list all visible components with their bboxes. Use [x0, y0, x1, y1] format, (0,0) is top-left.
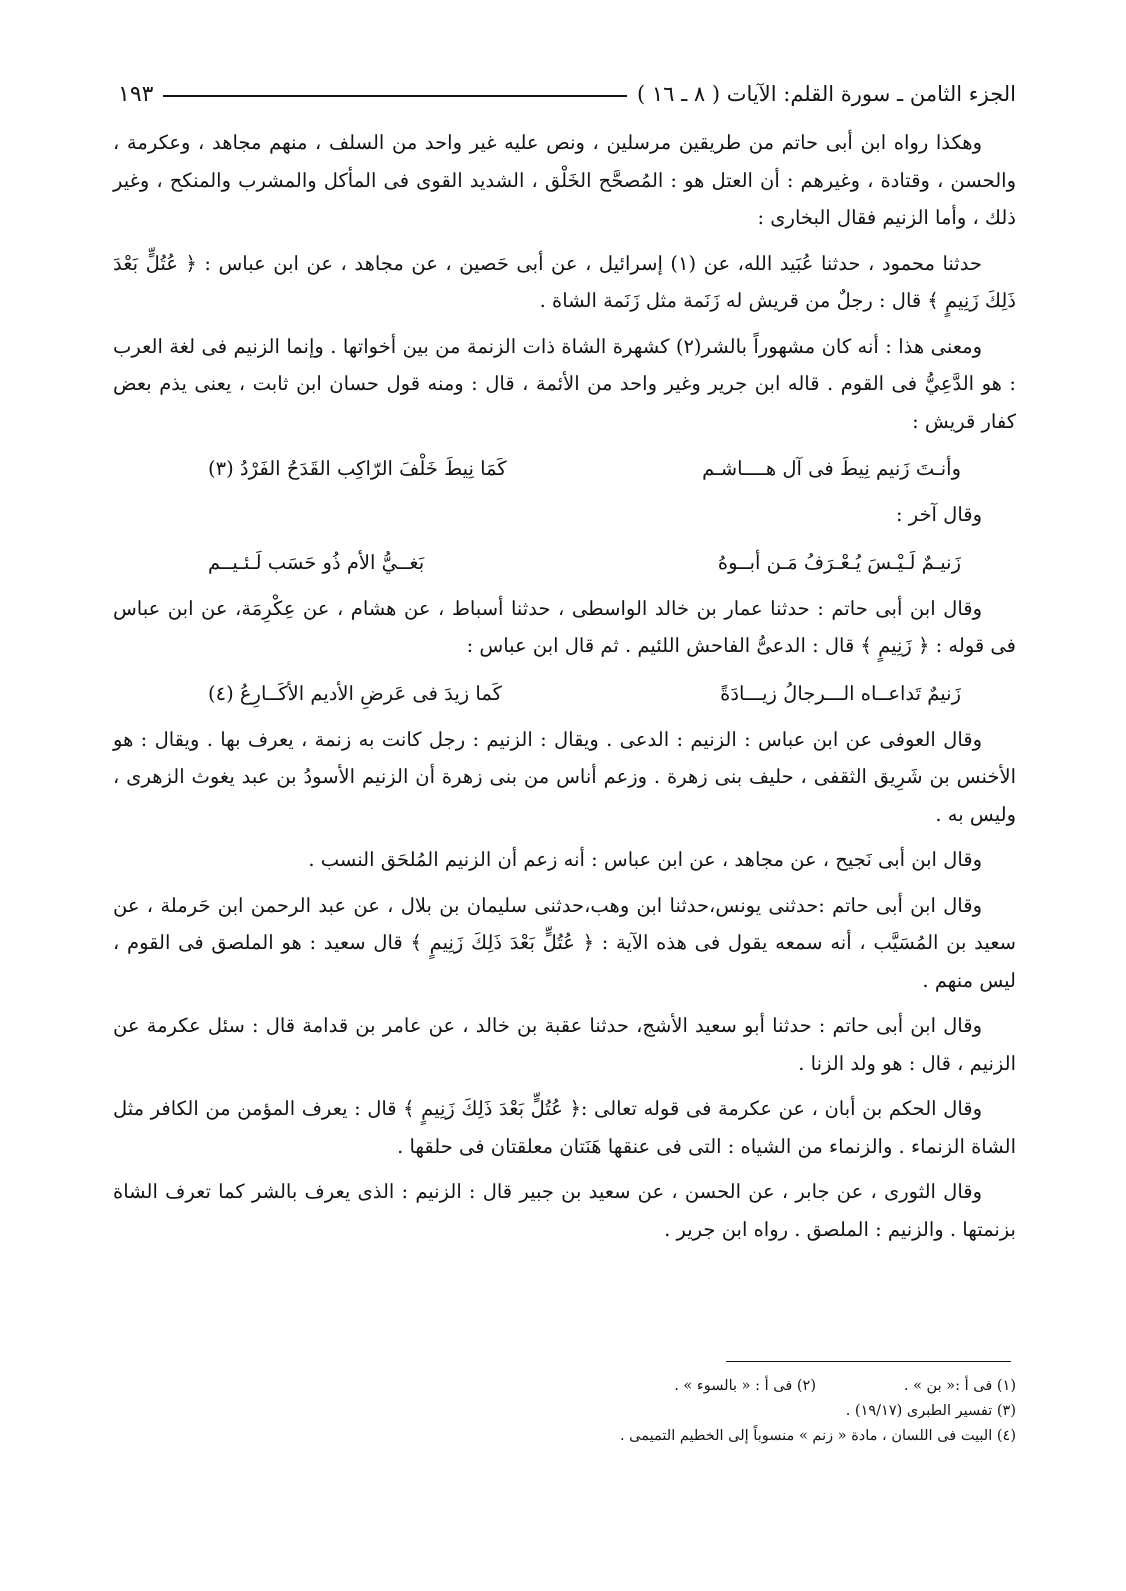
footnote: (٢) فى أ : « بالسوء » . [674, 1378, 816, 1394]
main-text [113, 124, 1016, 1256]
footnote: (٤) البيت فى اللسان ، مادة « زنم » منسوباً إلى الخطيم التميمى . [619, 1428, 1016, 1444]
paragraph: وقال الحكم بن أبان ، عن عكرمة فى قوله تعالى :﴿ عُتُلٍّ بَعْدَ ذَلِكَ زَنِيمٍ ﴾ قال : يعرف المؤمن من الكافر مثل الشاة الزنماء . والزنماء من الشياه : التى فى عنقها هَنَتان معلقتان فى حلقها . [113, 1097, 1016, 1158]
footnote-row [113, 1399, 1016, 1424]
verse-hemistich: زَنيـمٌ لَـيْـسَ يُـعْـرَفُ مَـن أبــوهُ [717, 550, 961, 574]
paragraph: وقال ابن أبى نَجيح ، عن مجاهد ، عن ابن عباس : أنه زعم أن الزنيم المُلحَق النسب . [308, 848, 982, 871]
footnote-separator [726, 1361, 1011, 1362]
verse-hemistich: وأنـتَ زَنيم نِيطَ فى آل هــــاشـم [702, 457, 961, 480]
paragraph: وهكذا رواه ابن أبى حاتم من طريقين مرسلين ، ونص عليه غير واحد من السلف ، منهم مجاهد ، وعكرمة ، والحسن ، وقتادة ، وغيرهم : أن العتل هو : المُصحَّح الخَلْق ، الشديد القوى فى المأكل والمشرب والمنكح ، وغير ذلك ، وأما الزنيم فقال البخارى : [113, 131, 1016, 229]
header-rule [163, 95, 627, 97]
footnote-row [113, 1424, 1016, 1449]
verse-hemistich: كَمَا نِيطَ خَلْفَ الرّاكِب القَدَحُ الفَرْدُ (٣) [208, 457, 507, 480]
footnote: (٣) تفسير الطبرى (١٩/١٧) . [845, 1403, 1016, 1419]
poem-verse [208, 542, 961, 584]
running-title: الجزء الثامن ـ سورة القلم: الآيات ( ٨ ـ ١٦ ) [636, 82, 1016, 106]
verse-hemistich: بَغــيُّ الأم ذُو حَسَب لَـئـيــم [208, 550, 425, 574]
verse-hemistich: كَما زيدَ فى عَرضِ الأديم الأكَــارِعُ (٤) [208, 681, 502, 705]
footnotes [113, 1374, 1016, 1449]
paragraph: وقال الثورى ، عن جابر ، عن الحسن ، عن سعيد بن جبير قال : الزنيم : الذى يعرف بالشر كما تعرف الشاة بزنمتها . والزنيم : الملصق . رواه ابن جرير . [113, 1180, 1016, 1241]
paragraph: وقال ابن أبى حاتم :حدثنى يونس،حدثنا ابن وهب،حدثنى سليمان بن بلال ، عن عبد الرحمن ابن حَرملة ، عن سعيد بن المُسَيَّب ، أنه سمعه يقول فى هذه الآية : ﴿ عُتُلٍّ بَعْدَ ذَلِكَ زَنِيمٍ ﴾ قال سعيد : هو الملصق فى القوم ، ليس منهم . [113, 893, 1016, 992]
poem-verse [208, 448, 961, 490]
paragraph: ومعنى هذا : أنه كان مشهوراً بالشر(٢) كشهرة الشاة ذات الزنمة من بين أخواتها . وإنما الزنيم فى لغة العرب : هو الدَّعِيُّ فى القوم . قاله ابن جرير وغير واحد من الأئمة ، قال : ومنه قول حسان ابن ثابت ، يعنى يذم بعض كفار قريش : [113, 334, 1016, 433]
footnote-row [113, 1374, 1016, 1399]
verse-hemistich: زَنيمٌ تَداعــاه الـــرجالُ زيـــادَةً [720, 681, 961, 705]
footnote: (١) فى أ :« بن » . [903, 1378, 1016, 1394]
page-header [118, 76, 1016, 112]
poem-verse [208, 673, 961, 715]
paragraph: وقال آخر : [895, 503, 982, 526]
paragraph: حدثنا محمود ، حدثنا عُبَيد الله، عن (١) إسرائيل ، عن أبى حَصين ، عن مجاهد ، عن ابن عباس : ﴿ عُتُلٍّ بَعْدَ ذَلِكَ زَنِيمٍ ﴾ قال : رجلٌ من قريش له زَنَمة مثل زَنَمة الشاة . [113, 251, 1016, 312]
paragraph: وقال ابن أبى حاتم : حدثنا عمار بن خالد الواسطى ، حدثنا أسباط ، عن هشام ، عن عِكْرِمَة، عن ابن عباس فى قوله : ﴿ زَنِيمٍ ﴾ قال : الدعىُّ الفاحش اللئيم . ثم قال ابن عباس : [113, 596, 1016, 657]
paragraph: وقال العوفى عن ابن عباس : الزنيم : الدعى . ويقال : الزنيم : رجل كانت به زنمة ، يعرف بها . ويقال : هو الأخنس بن شَرِيق الثقفى ، حليف بنى زهرة . وزعم أناس من بنى زهرة أن الزنيم الأسودُ بن عبد يغوث الزهرى ، وليس به . [113, 727, 1016, 826]
page-number: ١٩٣ [118, 81, 154, 107]
paragraph: وقال ابن أبى حاتم : حدثنا أبو سعيد الأشج، حدثنا عقبة بن خالد ، عن عامر بن قدامة قال : سئل عكرمة عن الزنيم ، قال : هو ولد الزنا . [113, 1014, 1016, 1075]
